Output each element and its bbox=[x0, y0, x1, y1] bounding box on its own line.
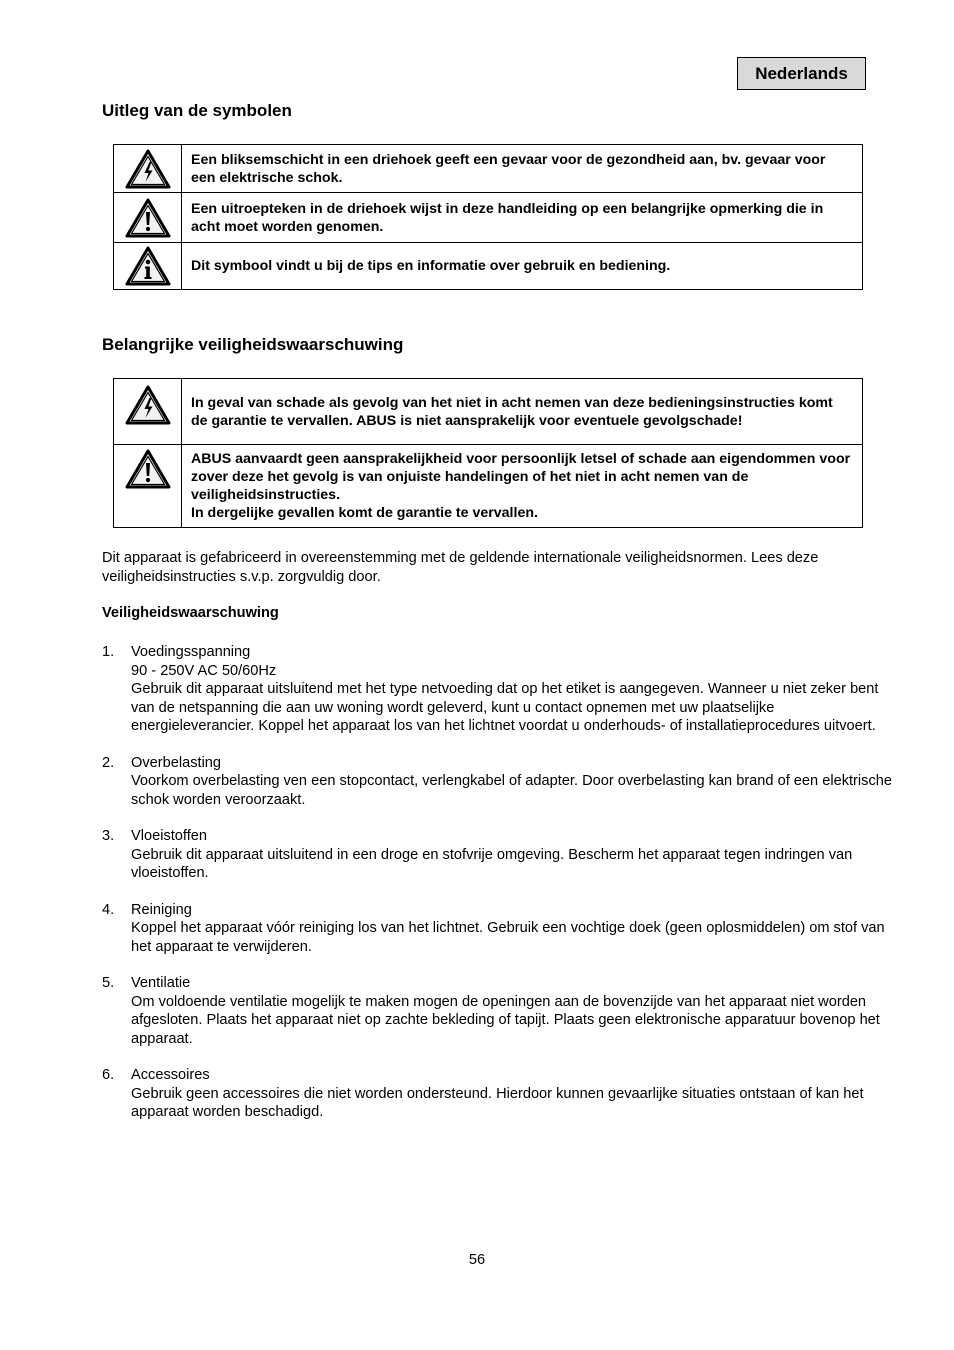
item-title: Accessoires bbox=[131, 1067, 210, 1083]
item-title: Voedingsspanning bbox=[131, 644, 251, 660]
symbol-description: Dit symbool vindt u bij de tips en informatie over gebruik en bediening. bbox=[182, 243, 863, 290]
symbol-description: Een bliksemschicht in een driehoek geeft een gevaar voor de gezondheid aan, bv. gevaar voor een elektrische schok. bbox=[182, 145, 863, 193]
table-row bbox=[114, 193, 863, 243]
item-title: Vloeistoffen bbox=[131, 828, 207, 844]
item-body: Gebruik dit apparaat uitsluitend met het type netvoeding dat op het etiket is aangegeven. Wanneer u niet zeker bent van de netspanning die aan uw woning wordt geleverd, kunt u contact opnemen met uw plaatselijke energieleverancier. Koppel het apparaat los van het lichtnet voordat u onderhouds- of installatieprocedures uitvoert. bbox=[131, 681, 879, 734]
page-number: 56 bbox=[468, 1252, 486, 1268]
list-item bbox=[102, 901, 892, 957]
item-number: 3. bbox=[102, 828, 115, 844]
intro-paragraph: Dit apparaat is gefabriceerd in overeenstemming met de geldende internationale veiligheidsnormen. Lees deze veiligheidsinstructies s.v.p. zorgvuldig door. bbox=[102, 550, 819, 585]
safety-description bbox=[182, 445, 863, 528]
item-title: Reiniging bbox=[131, 901, 192, 918]
item-number: 5. bbox=[102, 975, 115, 991]
exclamation-warning-icon bbox=[125, 449, 171, 489]
table-row bbox=[114, 379, 863, 445]
symbols-section-title: Uitleg van de symbolen bbox=[102, 101, 292, 120]
warnings-list bbox=[102, 643, 892, 1140]
list-item bbox=[102, 1066, 892, 1122]
language-badge: Nederlands bbox=[737, 57, 866, 90]
item-title: Ventilatie bbox=[131, 975, 191, 991]
table-row bbox=[114, 243, 863, 290]
safety-description-note: In dergelijke gevallen komt de garantie te vervallen. bbox=[191, 505, 538, 521]
lightning-warning-icon bbox=[125, 149, 171, 189]
list-item bbox=[102, 754, 892, 810]
item-value: 90 - 250V AC 50/60Hz bbox=[131, 662, 277, 679]
item-title: Overbelasting bbox=[131, 754, 222, 771]
table-row bbox=[114, 145, 863, 193]
item-number: 4. bbox=[102, 901, 115, 918]
item-body: Koppel het apparaat vóór reiniging los van het lichtnet. Gebruik een vochtige doek (geen oplosmiddelen) om stof van het apparaat te verwijderen. bbox=[131, 920, 885, 955]
list-item bbox=[102, 974, 892, 1048]
exclamation-warning-icon bbox=[125, 198, 171, 238]
safety-table bbox=[113, 378, 863, 528]
item-number: 2. bbox=[102, 754, 115, 771]
item-body: Om voldoende ventilatie mogelijk te maken mogen de openingen aan de bovenzijde van het apparaat niet worden afgesloten. Plaats het apparaat niet op zachte bekleding of tapijt. Plaats geen elektronische apparatuur bovenop het apparaat. bbox=[131, 993, 880, 1047]
safety-section-title: Belangrijke veiligheidswaarschuwing bbox=[102, 335, 404, 354]
item-body: Voorkom overbelasting ven een stopcontact, verlengkabel of adapter. Door overbelasting kan brand of een elektrische schok worden veroorzaakt. bbox=[131, 773, 892, 808]
safety-description-main: ABUS aanvaardt geen aansprakelijkheid voor persoonlijk letsel of schade aan eigendommen voor zover deze het gevolg is van onjuiste handelingen of het niet in acht nemen van de veiligheidsinstructies. bbox=[191, 451, 851, 503]
lightning-warning-icon bbox=[125, 385, 171, 425]
item-number: 1. bbox=[102, 644, 115, 660]
table-row bbox=[114, 445, 863, 528]
list-item bbox=[102, 827, 892, 883]
item-number: 6. bbox=[102, 1067, 115, 1083]
symbol-description: Een uitroepteken in de driehoek wijst in deze handleiding op een belangrijke opmerking die in acht moet worden genomen. bbox=[182, 193, 863, 243]
symbols-table bbox=[113, 144, 863, 290]
list-item bbox=[102, 643, 892, 736]
item-body: Gebruik dit apparaat uitsluitend in een droge en stofvrije omgeving. Bescherm het apparaat tegen indringen van vloeistoffen. bbox=[131, 846, 853, 881]
safety-description: In geval van schade als gevolg van het niet in acht nemen van deze bedieningsinstructies komt de garantie te vervallen. ABUS is niet aansprakelijk voor eventuele gevolgschade! bbox=[182, 379, 863, 445]
item-body: Gebruik geen accessoires die niet worden ondersteund. Hierdoor kunnen gevaarlijke situaties ontstaan of kan het apparaat worden beschadigd. bbox=[131, 1085, 864, 1120]
info-warning-icon bbox=[125, 246, 171, 286]
warnings-title: Veiligheidswaarschuwing bbox=[102, 605, 279, 621]
